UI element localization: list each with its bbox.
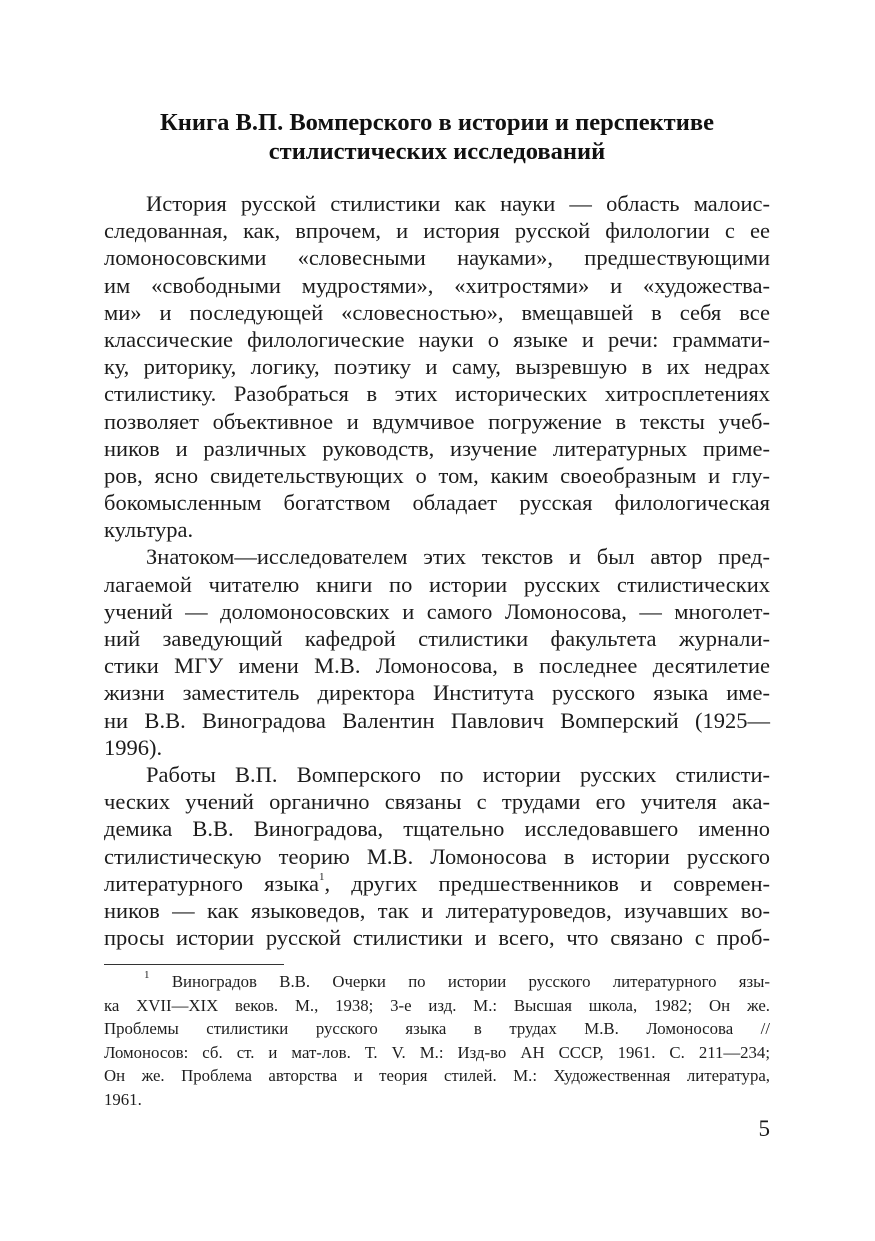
text-line: демика В.В. Виноградова, тщательно исследовавшего именно <box>104 816 770 842</box>
text-line: ми» и последующей «словесностью», вмещавшей в себя все <box>104 299 770 325</box>
text-line-with-footnote <box>104 870 770 897</box>
text-line: классические филологические науки о языке и речи: граммати- <box>104 326 770 352</box>
text-line: ческих учений органично связаны с трудами его учителя ака- <box>104 789 770 815</box>
text-line: 1996). <box>104 734 163 760</box>
text-line: ломоносовскими «словесными науками», предшествующими <box>104 245 770 271</box>
text-fragment: литературного языка <box>104 870 320 896</box>
text-line: ний заведующий кафедрой стилистики факультета журнали- <box>104 626 770 651</box>
text-line: Работы В.П. Вомперского по истории русских стилисти- <box>146 761 770 787</box>
text-line: бокомысленным богатством обладает русская филологическая <box>104 490 770 516</box>
text-line: лагаемой читателю книги по истории русских стилистических <box>104 571 770 597</box>
text-line: ни В.В. Виноградова Валентин Павлович Вомперский (1925— <box>104 707 770 733</box>
text-line: ку, риторику, логику, поэтику и саму, вызревшую в их недрах <box>104 354 770 380</box>
footnote-line: ка XVII—XIX веков. М., 1938; 3-е изд. М.: Высшая школа, 1982; Он же. <box>104 995 770 1015</box>
text-line: Знатоком—исследователем этих текстов и был автор пред- <box>146 544 770 570</box>
text-line: стики МГУ имени М.В. Ломоносова, в последнее десятилетие <box>104 653 770 679</box>
text-line: стилистику. Разобраться в этих исторических хитросплетениях <box>104 381 770 407</box>
footnote-line <box>104 970 770 994</box>
text-line: История русской стилистики как науки — область малоис- <box>146 191 770 216</box>
text-line: культура. <box>104 517 194 543</box>
footnote-text: Виноградов В.В. Очерки по истории русского литературного язы- <box>171 972 770 991</box>
text-line: им «свободными мудростями», «хитростями» и «художества- <box>104 272 770 298</box>
footnote-reference[interactable]: 1 <box>319 871 325 884</box>
text-line: ников и различных руководств, изучение литературных приме- <box>104 435 770 461</box>
footnote-line: 1961. <box>104 1089 142 1109</box>
text-line: просы истории русской стилистики и всего, что связано с проб- <box>104 925 770 951</box>
text-fragment: , других предшественников и современ- <box>324 870 771 896</box>
text-line: ников — как языковедов, так и литературоведов, изучавших во- <box>104 897 770 923</box>
footnote <box>104 970 770 1112</box>
body-text <box>104 190 770 951</box>
footnote-line: Проблемы стилистики русского языка в трудах М.В. Ломоносова // <box>104 1019 770 1039</box>
text-line: позволяет объективное и вдумчивое погружение в тексты учеб- <box>104 408 770 434</box>
text-line: стилистическую теорию М.В. Ломоносова в истории русского <box>104 843 770 869</box>
footnote-line: Ломоносов: сб. ст. и мат-лов. Т. V. М.: Изд-во АН СССР, 1961. С. 211—234; <box>104 1042 770 1062</box>
text-line: ров, ясно свидетельствующих о том, каким своеобразным и глу- <box>104 462 770 488</box>
chapter-title <box>104 108 770 166</box>
page-number: 5 <box>758 1116 770 1141</box>
text-line: следованная, как, впрочем, и история русской филологии с ее <box>104 218 770 244</box>
footnote-divider <box>104 964 284 965</box>
text-line: учений — доломоносовских и самого Ломоносова, — многолет- <box>104 598 770 624</box>
text-line: жизни заместитель директора Института русского языка име- <box>104 680 770 706</box>
chapter-title-line-2: стилистических исследований <box>268 138 606 165</box>
chapter-title-line-1: Книга В.П. Вомперского в истории и перспективе <box>160 109 714 136</box>
footnote-line: Он же. Проблема авторства и теория стилей. М.: Художественная литература, <box>104 1066 770 1086</box>
footnote-marker: 1 <box>144 969 150 982</box>
